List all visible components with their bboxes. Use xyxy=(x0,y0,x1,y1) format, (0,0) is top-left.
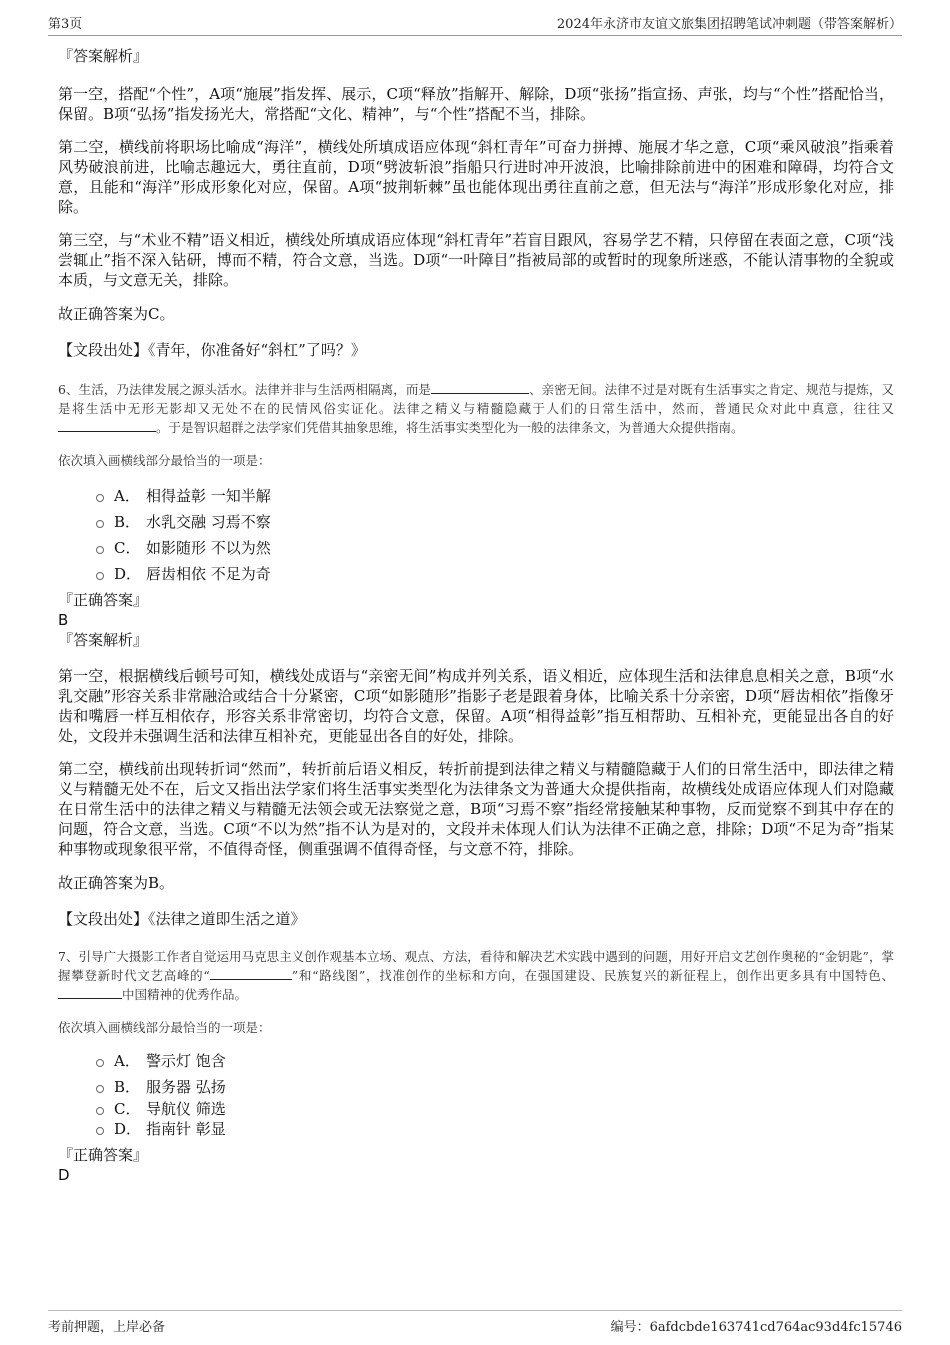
correct-answer: D xyxy=(58,1166,70,1184)
page-number: 第3页 xyxy=(48,17,83,32)
analysis-label: 『答案解析』 xyxy=(58,631,149,649)
question-prompt: 依次填入画横线部分最恰当的一项是： xyxy=(58,1020,271,1035)
option-c[interactable]: C． 如影随形 不以为然 xyxy=(96,534,894,560)
option-d[interactable]: D． 唇齿相依 不足为奇 xyxy=(96,560,894,586)
option-d[interactable]: D． 指南针 彰显 xyxy=(96,1117,894,1139)
analysis-paragraph: 第二空，横线前将职场比喻成“海洋”，横线处所填成语应体现“斜杠青年”可奋力拼搏、施展才华之意，C项“乘风破浪”指乘着风势破浪前进，比喻志趣远大，勇往直前，D项“劈波斩浪”指船只行进时冲开波浪，比喻排除前进中的困难和障碍，均符合文意，且能和“海洋”形成形象化对应，保留。A项“披荆斩棘”虽也能体现出勇往直前之意，但无法与“海洋”形成形象化对应，排除。 xyxy=(58,138,894,216)
conclusion: 故正确答案为B。 xyxy=(58,874,175,892)
option-b[interactable]: B． 服务器 弘扬 xyxy=(96,1073,894,1099)
radio-icon[interactable] xyxy=(96,520,104,528)
options-list xyxy=(58,1047,894,1139)
answer-label: 『正确答案』 xyxy=(58,591,149,609)
page-footer xyxy=(48,1310,902,1335)
question-stem: 7、引导广大摄影工作者自觉运用马克思主义创作观基本立场、观点、方法，看待和解决艺术实践中遇到的问题，用好开启文艺创作奥秘的“金钥匙”，掌握攀登新时代文艺高峰的“ ”和“路线图”，找准创作的坐标和方向，在强国建设、民族复兴的新征程上，创作出更多具有中国特色、中国精神的优秀作品。 xyxy=(58,949,894,1002)
question-stem: 6、生活，乃法律发展之源头活水。法律并非与生活两相隔离，而是 、亲密无间。法律不过是对既有生活事实之肯定、规范与提炼，又是将生活中无形无影却又无处不在的民情风俗实证化。法律之精义与精髓隐藏于人们的日常生活中，然而，普通民众对此中真意，往往又。于是智识超群之法学家们凭借其抽象思维，将生活事实类型化为一般的法律条文，为普通大众提供指南。 xyxy=(58,382,894,435)
radio-icon[interactable] xyxy=(96,1085,104,1093)
option-a[interactable]: A． 警示灯 饱含 xyxy=(96,1047,894,1073)
option-b[interactable]: B． 水乳交融 习焉不察 xyxy=(96,508,894,534)
fill-blank xyxy=(210,966,292,980)
page-content xyxy=(58,44,894,1185)
analysis-paragraph: 第三空，与“术业不精”语义相近，横线处所填成语应体现“斜杠青年”若盲目跟风，容易学艺不精，只停留在表面之意，C项“浅尝辄止”指不深入钻研，博而不精，符合文意，当选。D项“一叶障目”指被局部的或暂时的现象所迷惑，不能认清事物的全貌或本质，与文意无关，排除。 xyxy=(58,231,894,289)
fill-blank xyxy=(58,985,122,999)
option-a[interactable]: A． 相得益彰 一知半解 xyxy=(96,482,894,508)
analysis-label: 『答案解析』 xyxy=(58,47,149,65)
answer-label: 『正确答案』 xyxy=(58,1146,149,1164)
radio-icon[interactable] xyxy=(96,1059,104,1067)
radio-icon[interactable] xyxy=(96,1127,104,1135)
analysis-paragraph: 第二空，横线前出现转折词“然而”，转折前后语义相反，转折前提到法律之精义与精髓隐藏于人们的日常生活中，即法律之精义与精髓无处不在，后文又指出法学家们将生活事实类型化为法律条文为普通大众提供指南，故横线处成语应体现人们对隐藏在日常生活中的法律之精义与精髓无法领会或无法察觉之意，B项“习焉不察”指经常接触某种事物，反而觉察不到其中存在的问题，符合文意，当选。C项“不以为然”指不认为是对的，文段并未体现人们认为法律不正确之意，排除；D项“不足为奇”指某种事物或现象很平常，不值得奇怪，侧重强调不值得奇怪，与文意不符，排除。 xyxy=(58,760,894,858)
analysis-paragraph: 第一空，根据横线后顿号可知，横线处成语与“亲密无间”构成并列关系，语义相近，应体现生活和法律息息相关之意，B项“水乳交融”形容关系非常融洽或结合十分紧密，C项“如影随形”指影子老是跟着身体，比喻关系十分亲密，D项“唇齿相依”指像牙齿和嘴唇一样互相依存，形容关系非常密切，均符合文意，保留。A项“相得益彰”指互相帮助、互相补充，更能显出各自的好处，文段并未强调生活和法律互相补充，更能显出各自的好处，排除。 xyxy=(58,667,894,745)
options-list xyxy=(58,482,894,586)
analysis-paragraph: 第一空，搭配“个性”，A项“施展”指发挥、展示，C项“释放”指解开、解除，D项“张扬”指宣扬、声张，均与“个性”搭配恰当，保留。B项“弘扬”指发扬光大，常搭配“文化、精神”，与“个性”搭配不当，排除。 xyxy=(58,85,894,123)
radio-icon[interactable] xyxy=(96,1107,104,1115)
fill-blank xyxy=(431,380,529,394)
radio-icon[interactable] xyxy=(96,494,104,502)
page-header xyxy=(48,12,902,36)
document-title: 2024年永济市友谊文旅集团招聘笔试冲刺题（带答案解析） xyxy=(556,17,902,32)
document-id: 编号：6afdcbde163741cd764ac93d4fc15746 xyxy=(610,1320,902,1335)
fill-blank xyxy=(58,418,156,432)
option-c[interactable]: C． 导航仪 筛选 xyxy=(96,1099,894,1117)
source-citation: 【文段出处】《法律之道即生活之道》 xyxy=(58,910,306,928)
question-prompt: 依次填入画横线部分最恰当的一项是： xyxy=(58,453,271,468)
radio-icon[interactable] xyxy=(96,546,104,554)
source-citation: 【文段出处】《青年，你准备好“斜杠”了吗？》 xyxy=(58,341,366,359)
footer-slogan: 考前押题，上岸必备 xyxy=(48,1320,166,1335)
radio-icon[interactable] xyxy=(96,572,104,580)
correct-answer: B xyxy=(58,611,69,629)
conclusion: 故正确答案为C。 xyxy=(58,305,175,323)
